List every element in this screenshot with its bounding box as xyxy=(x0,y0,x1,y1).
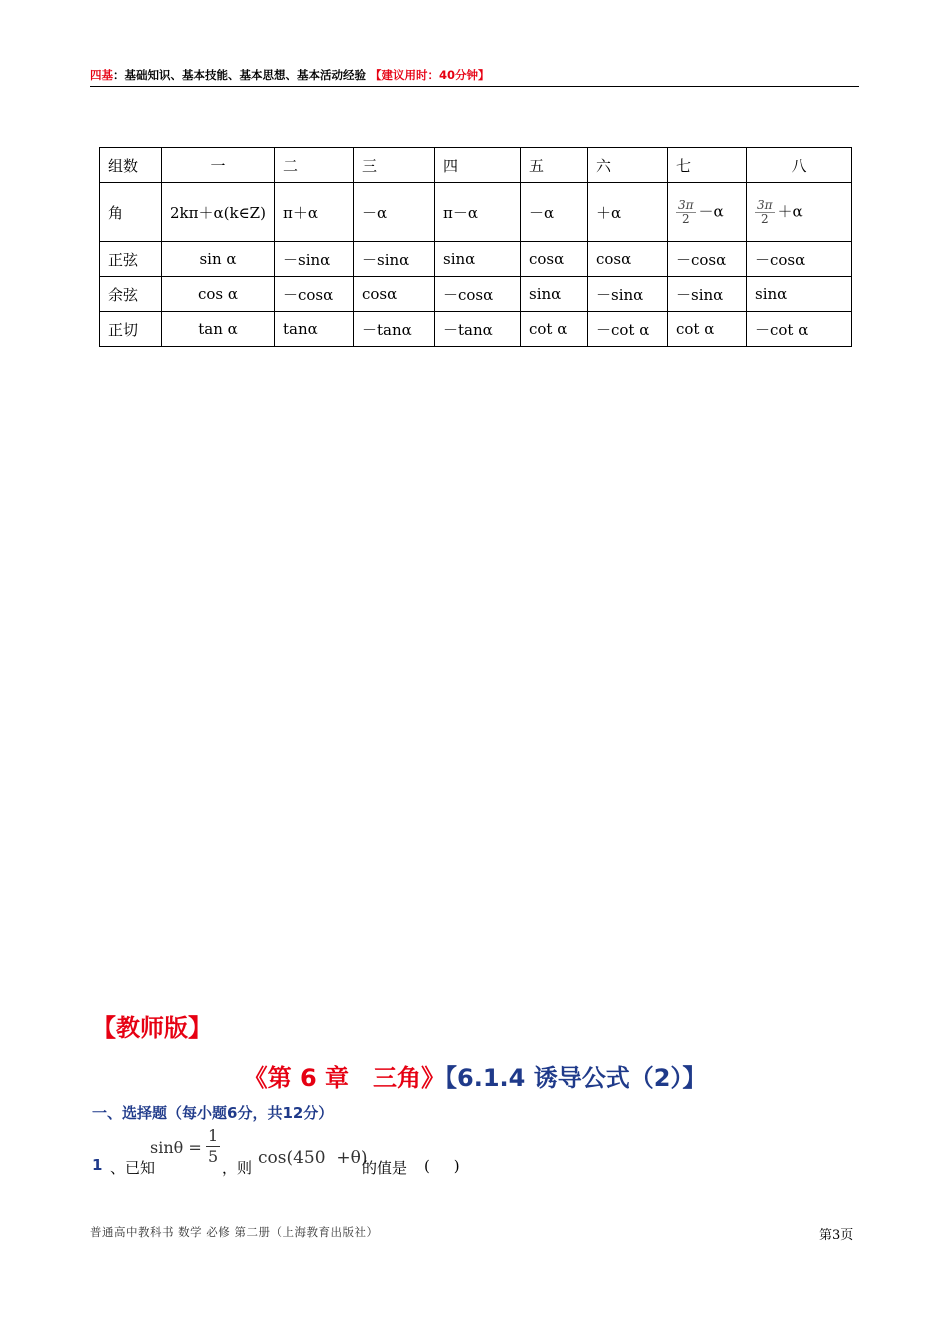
table-cell: ＋α xyxy=(588,183,668,242)
table-cell: cot α xyxy=(668,312,747,347)
header-time: 【建议用时：40分钟】 xyxy=(370,68,490,82)
page-number: 第3页 xyxy=(819,1228,854,1243)
table-cell: cosα xyxy=(588,242,668,277)
table-header-cell: 组数 xyxy=(100,148,162,183)
table-cell: cos α xyxy=(162,277,275,312)
table-row-tangent xyxy=(100,312,852,347)
table-cell: π－α xyxy=(435,183,521,242)
section-title: 【6.1.4 诱导公式（2）】 xyxy=(445,1064,707,1092)
footer-textbook: 普通高中教科书 数学 必修 第二册（上海教育出版社） xyxy=(90,1225,379,1239)
table-cell: －tanα xyxy=(435,312,521,347)
row-label: 正弦 xyxy=(100,242,162,277)
table-header-cell: 四 xyxy=(435,148,521,183)
table-header-row xyxy=(100,148,852,183)
table-cell: tanα xyxy=(275,312,354,347)
table-cell: －sinα xyxy=(354,242,435,277)
fraction-3pi-over-2: $\frac{3\pi}{2}$ xyxy=(757,197,773,226)
table-cell: cosα xyxy=(354,277,435,312)
question-text: 的值是 xyxy=(362,1159,408,1177)
cos-expression: cos(450 +θ) xyxy=(258,1148,368,1168)
fraction-one-fifth xyxy=(206,1126,220,1167)
table-cell: sinα xyxy=(747,277,852,312)
fraction-3pi-over-2: $\frac{3\pi}{2}$ xyxy=(678,197,694,226)
table-header-cell: 五 xyxy=(521,148,588,183)
table-cell: sinα xyxy=(435,242,521,277)
row-label: 余弦 xyxy=(100,277,162,312)
table-header-cell: 七 xyxy=(668,148,747,183)
induction-formula-table xyxy=(99,147,852,347)
header-tag: 四基 xyxy=(90,68,113,82)
question-text: ，则 xyxy=(222,1159,253,1177)
table-cell: －cosα xyxy=(747,242,852,277)
row-label: 角 xyxy=(100,183,162,242)
answer-blank: ( ) xyxy=(424,1157,460,1175)
row-label: 正切 xyxy=(100,312,162,347)
table-cell: π＋α xyxy=(275,183,354,242)
question-1 xyxy=(92,1126,792,1182)
table-cell: 2kπ＋α(k∈Z) xyxy=(162,183,275,242)
table-cell: cot α xyxy=(521,312,588,347)
table-cell: －sinα xyxy=(668,277,747,312)
table-cell: －cosα xyxy=(275,277,354,312)
table-cell xyxy=(668,183,747,242)
table-cell: －cot α xyxy=(747,312,852,347)
lesson-title xyxy=(0,1058,950,1093)
question-number: 1 xyxy=(92,1156,103,1174)
table-header-cell: 一 xyxy=(162,148,275,183)
teacher-edition-label: 【教师版】 xyxy=(92,1014,212,1042)
sin-expression: sinθ = xyxy=(150,1138,202,1157)
page-header xyxy=(90,66,859,87)
table-header-cell: 三 xyxy=(354,148,435,183)
section-heading: 一、选择题（每小题6分，共12分） xyxy=(92,1104,334,1122)
table-header-cell: 六 xyxy=(588,148,668,183)
table-cell: －α xyxy=(354,183,435,242)
angle-suffix: －α xyxy=(698,202,724,220)
table-row-cosine xyxy=(100,277,852,312)
chapter-title: 《第 6 章 三角》 xyxy=(243,1064,446,1092)
table-cell: sin α xyxy=(162,242,275,277)
table-header-cell: 二 xyxy=(275,148,354,183)
fraction-denominator: 5 xyxy=(208,1147,219,1166)
table-cell xyxy=(747,183,852,242)
table-cell: －sinα xyxy=(275,242,354,277)
table-cell: tan α xyxy=(162,312,275,347)
table-cell: －cosα xyxy=(668,242,747,277)
table-cell: －cosα xyxy=(435,277,521,312)
table-cell: －cot α xyxy=(588,312,668,347)
table-cell: －sinα xyxy=(588,277,668,312)
angle-suffix: ＋α xyxy=(777,202,803,220)
fraction-numerator: 1 xyxy=(208,1126,219,1145)
table-header-cell: 八 xyxy=(747,148,852,183)
table-row-angle xyxy=(100,183,852,242)
table-cell: sinα xyxy=(521,277,588,312)
table-cell: cosα xyxy=(521,242,588,277)
table-row-sine xyxy=(100,242,852,277)
table-cell: －α xyxy=(521,183,588,242)
table-cell: －tanα xyxy=(354,312,435,347)
question-text: 、已知 xyxy=(110,1159,156,1177)
header-text: ：基础知识、基本技能、基本思想、基本活动经验 xyxy=(113,68,366,82)
